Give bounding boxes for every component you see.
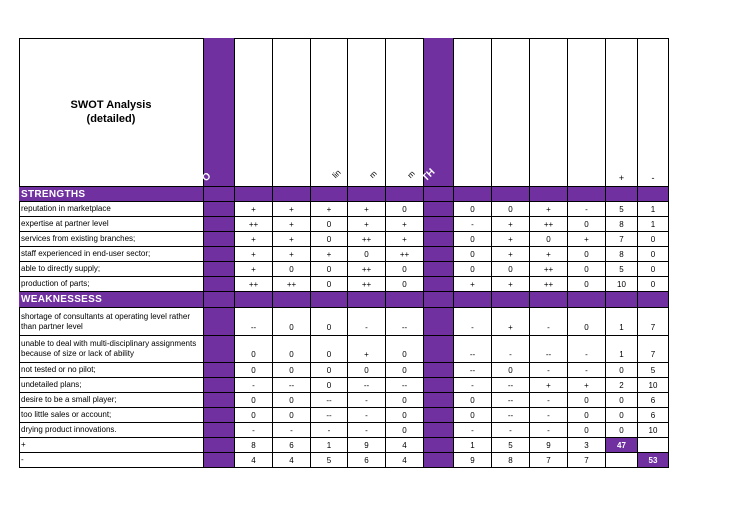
- table-cell: +: [273, 217, 311, 232]
- table-cell: 0: [311, 277, 348, 292]
- table-cell: 0: [454, 408, 492, 423]
- table-cell: 7: [530, 453, 568, 468]
- table-cell: 5: [606, 202, 638, 217]
- table-cell: 0: [311, 308, 348, 336]
- table-cell: 0: [386, 408, 424, 423]
- table-cell: ++: [235, 217, 273, 232]
- row-label: expertise at partner level: [19, 217, 204, 232]
- table-cell: +: [454, 277, 492, 292]
- table-cell: 0: [386, 423, 424, 438]
- separator-column: [424, 378, 454, 393]
- page-title: SWOT Analysis (detailed): [70, 99, 152, 125]
- table-cell: 1: [638, 202, 669, 217]
- table-cell: 0: [492, 363, 530, 378]
- plus-total-row-grand-total: 47: [606, 438, 638, 453]
- table-cell: ++: [530, 277, 568, 292]
- table-cell: --: [454, 336, 492, 363]
- separator-column: [424, 438, 454, 453]
- minus-total-row-label: -: [19, 453, 204, 468]
- table-cell: 0: [492, 262, 530, 277]
- table-cell: 6: [348, 453, 386, 468]
- table-cell: -: [530, 363, 568, 378]
- table-cell: -: [492, 423, 530, 438]
- table-cell: 1: [454, 438, 492, 453]
- table-cell: -: [235, 378, 273, 393]
- table-cell: --: [235, 308, 273, 336]
- grid-line: [529, 292, 530, 308]
- table-cell: -: [348, 408, 386, 423]
- separator-column: [204, 423, 235, 438]
- table-cell: +: [311, 202, 348, 217]
- table-cell: -: [568, 363, 606, 378]
- table-cell: 0: [235, 336, 273, 363]
- table-cell: 0: [386, 393, 424, 408]
- separator-column: [424, 423, 454, 438]
- section-header-0: [19, 187, 669, 202]
- table-cell: 0: [273, 363, 311, 378]
- table-cell: +: [530, 247, 568, 262]
- table-cell: 0: [273, 336, 311, 363]
- table-cell: -: [530, 423, 568, 438]
- table-cell: +: [568, 378, 606, 393]
- table-cell: +: [492, 277, 530, 292]
- table-cell: --: [273, 378, 311, 393]
- grid-line: [310, 187, 311, 202]
- empty-cell: [638, 438, 669, 453]
- separator-column: [424, 262, 454, 277]
- table-cell: -: [530, 408, 568, 423]
- separator-column: [204, 247, 235, 262]
- table-cell: 0: [273, 262, 311, 277]
- separator-column: [424, 232, 454, 247]
- grid-line: [453, 292, 454, 308]
- table-cell: 6: [273, 438, 311, 453]
- table-cell: 0: [530, 232, 568, 247]
- separator-column: [204, 438, 235, 453]
- table-cell: 0: [348, 247, 386, 262]
- table-cell: ++: [235, 277, 273, 292]
- column-header-8: [454, 38, 492, 187]
- row-label: too little sales or account;: [19, 408, 204, 423]
- table-cell: 5: [638, 363, 669, 378]
- section-header-1: [19, 292, 669, 308]
- section-label: WEAKNESSESS: [21, 294, 103, 305]
- table-cell: 0: [568, 393, 606, 408]
- grid-line: [272, 187, 273, 202]
- table-cell: +: [273, 232, 311, 247]
- row-label: undetailed plans;: [19, 378, 204, 393]
- table-cell: -: [454, 423, 492, 438]
- table-cell: +: [492, 232, 530, 247]
- table-cell: 0: [386, 363, 424, 378]
- table-cell: 0: [638, 247, 669, 262]
- column-header-label: -: [651, 173, 655, 183]
- table-cell: 4: [386, 453, 424, 468]
- grid-line: [203, 187, 204, 202]
- table-cell: 0: [568, 262, 606, 277]
- table-cell: 0: [273, 408, 311, 423]
- grid-line: [453, 187, 454, 202]
- grid-line: [637, 187, 638, 202]
- table-cell: 0: [386, 336, 424, 363]
- column-header-13: [638, 38, 669, 187]
- table-cell: --: [348, 378, 386, 393]
- table-cell: 1: [638, 217, 669, 232]
- grid-line: [567, 292, 568, 308]
- table-cell: 0: [386, 262, 424, 277]
- table-cell: --: [386, 308, 424, 336]
- table-cell: -: [454, 217, 492, 232]
- table-cell: +: [235, 262, 273, 277]
- table-cell: --: [492, 408, 530, 423]
- table-cell: 0: [386, 277, 424, 292]
- table-cell: --: [530, 336, 568, 363]
- grid-line: [605, 187, 606, 202]
- table-cell: 0: [606, 363, 638, 378]
- table-cell: +: [348, 217, 386, 232]
- table-cell: 9: [530, 438, 568, 453]
- grid-line: [310, 292, 311, 308]
- table-cell: 5: [492, 438, 530, 453]
- column-header-12: [606, 38, 638, 187]
- table-cell: +: [568, 232, 606, 247]
- table-cell: +: [348, 202, 386, 217]
- column-header-label: TH: [420, 166, 438, 184]
- grid-line: [668, 187, 669, 202]
- grid-line: [234, 187, 235, 202]
- table-cell: 4: [386, 438, 424, 453]
- separator-column: [424, 247, 454, 262]
- separator-column: [424, 308, 454, 336]
- table-cell: -: [568, 202, 606, 217]
- table-cell: 1: [606, 308, 638, 336]
- separator-column: [204, 378, 235, 393]
- table-cell: 0: [492, 202, 530, 217]
- column-header-2: [235, 38, 273, 187]
- table-cell: 0: [273, 308, 311, 336]
- separator-column: [204, 308, 235, 336]
- separator-column: [424, 277, 454, 292]
- table-cell: ++: [530, 262, 568, 277]
- table-cell: -: [235, 423, 273, 438]
- table-cell: 0: [311, 262, 348, 277]
- table-cell: +: [386, 217, 424, 232]
- table-cell: ++: [530, 217, 568, 232]
- separator-column: [424, 363, 454, 378]
- separator-column: [204, 453, 235, 468]
- table-cell: --: [454, 363, 492, 378]
- table-cell: 0: [235, 363, 273, 378]
- table-cell: 0: [454, 247, 492, 262]
- separator-column: [204, 277, 235, 292]
- table-cell: +: [235, 247, 273, 262]
- column-header-5: [348, 38, 386, 187]
- table-cell: 0: [273, 393, 311, 408]
- separator-column: [424, 408, 454, 423]
- table-cell: -: [311, 423, 348, 438]
- table-cell: 4: [235, 453, 273, 468]
- grid-line: [272, 292, 273, 308]
- table-cell: --: [492, 393, 530, 408]
- grid-line: [529, 187, 530, 202]
- table-cell: ++: [348, 232, 386, 247]
- column-header-10: [530, 38, 568, 187]
- table-cell: +: [273, 202, 311, 217]
- table-cell: -: [530, 393, 568, 408]
- table-cell: +: [530, 378, 568, 393]
- grid-line: [423, 292, 424, 308]
- table-cell: 8: [235, 438, 273, 453]
- table-cell: -: [530, 308, 568, 336]
- grid-line: [347, 292, 348, 308]
- table-cell: 7: [568, 453, 606, 468]
- table-cell: +: [235, 202, 273, 217]
- table-cell: ++: [348, 277, 386, 292]
- separator-column: [204, 202, 235, 217]
- row-label: not tested or no pilot;: [19, 363, 204, 378]
- row-label: shortage of consultants at operating level rather than partner level: [19, 308, 204, 336]
- table-cell: 0: [311, 232, 348, 247]
- table-cell: 0: [454, 202, 492, 217]
- grid-line: [637, 292, 638, 308]
- column-header-label: O: [200, 170, 214, 184]
- separator-column: [424, 202, 454, 217]
- table-cell: --: [386, 378, 424, 393]
- row-label: unable to deal with multi-disciplinary assignments because of size or lack of ability: [19, 336, 204, 363]
- table-cell: -: [492, 336, 530, 363]
- table-cell: +: [492, 217, 530, 232]
- table-cell: 0: [568, 308, 606, 336]
- grid-line: [668, 292, 669, 308]
- table-cell: 6: [638, 408, 669, 423]
- swot-title: [19, 38, 204, 187]
- column-header-1: [200, 38, 235, 187]
- grid-line: [423, 187, 424, 202]
- table-cell: 10: [638, 378, 669, 393]
- table-cell: 0: [386, 202, 424, 217]
- column-header-4: [311, 38, 348, 187]
- grid-line: [234, 292, 235, 308]
- separator-column: [204, 393, 235, 408]
- grid-line: [385, 187, 386, 202]
- table-cell: 0: [235, 393, 273, 408]
- separator-column: [204, 363, 235, 378]
- table-cell: +: [235, 232, 273, 247]
- table-cell: ++: [348, 262, 386, 277]
- table-cell: -: [454, 308, 492, 336]
- grid-line: [491, 187, 492, 202]
- column-header-6: [386, 38, 424, 187]
- column-header-label: +: [618, 173, 625, 183]
- table-cell: 0: [638, 232, 669, 247]
- table-cell: -: [568, 336, 606, 363]
- separator-column: [204, 262, 235, 277]
- column-header-9: [492, 38, 530, 187]
- grid-line: [203, 292, 204, 308]
- row-label: services from existing branches;: [19, 232, 204, 247]
- table-cell: +: [492, 308, 530, 336]
- separator-column: [424, 217, 454, 232]
- table-cell: 0: [568, 423, 606, 438]
- table-cell: 0: [606, 423, 638, 438]
- table-cell: +: [273, 247, 311, 262]
- column-header-label: m: [405, 168, 417, 180]
- row-label: production of parts;: [19, 277, 204, 292]
- table-cell: 0: [568, 217, 606, 232]
- row-label: able to directly supply;: [19, 262, 204, 277]
- table-cell: 10: [638, 423, 669, 438]
- row-label: staff experienced in end-user sector;: [19, 247, 204, 262]
- table-cell: 0: [454, 262, 492, 277]
- table-cell: 8: [606, 217, 638, 232]
- table-cell: 7: [638, 308, 669, 336]
- table-cell: 0: [568, 277, 606, 292]
- table-cell: -: [348, 308, 386, 336]
- table-cell: 0: [568, 408, 606, 423]
- table-cell: 0: [311, 217, 348, 232]
- table-cell: 0: [311, 363, 348, 378]
- table-cell: +: [311, 247, 348, 262]
- table-cell: 5: [606, 262, 638, 277]
- separator-column: [204, 408, 235, 423]
- column-header-7: [420, 38, 454, 187]
- table-cell: --: [492, 378, 530, 393]
- grid-line: [385, 292, 386, 308]
- table-cell: 0: [638, 262, 669, 277]
- row-label: drying product innovations.: [19, 423, 204, 438]
- table-cell: 0: [568, 247, 606, 262]
- separator-column: [424, 453, 454, 468]
- minus-total-row-grand-total: 53: [638, 453, 669, 468]
- table-cell: 6: [638, 393, 669, 408]
- table-cell: 0: [454, 232, 492, 247]
- table-cell: 0: [606, 408, 638, 423]
- table-cell: +: [530, 202, 568, 217]
- separator-column: [424, 336, 454, 363]
- column-header-3: [273, 38, 311, 187]
- table-cell: 9: [348, 438, 386, 453]
- row-label: reputation in marketplace: [19, 202, 204, 217]
- table-cell: 2: [606, 378, 638, 393]
- table-cell: --: [311, 393, 348, 408]
- table-cell: 8: [492, 453, 530, 468]
- table-cell: -: [348, 393, 386, 408]
- grid-line: [605, 292, 606, 308]
- plus-total-row-label: +: [19, 438, 204, 453]
- table-cell: 8: [606, 247, 638, 262]
- table-cell: -: [348, 423, 386, 438]
- grid-line: [491, 292, 492, 308]
- table-cell: 7: [638, 336, 669, 363]
- table-cell: 1: [311, 438, 348, 453]
- column-header-label: lin: [330, 167, 343, 180]
- table-cell: ++: [273, 277, 311, 292]
- table-cell: 4: [273, 453, 311, 468]
- table-cell: 9: [454, 453, 492, 468]
- grid-line: [347, 187, 348, 202]
- table-cell: 0: [638, 277, 669, 292]
- table-cell: 10: [606, 277, 638, 292]
- separator-column: [204, 232, 235, 247]
- row-label: desire to be a small player;: [19, 393, 204, 408]
- empty-cell: [606, 453, 638, 468]
- table-cell: 7: [606, 232, 638, 247]
- column-header-label: m: [367, 168, 379, 180]
- table-cell: --: [311, 408, 348, 423]
- table-cell: -: [454, 378, 492, 393]
- table-cell: +: [386, 232, 424, 247]
- section-label: STRENGTHS: [21, 189, 86, 200]
- table-cell: ++: [386, 247, 424, 262]
- table-cell: +: [348, 336, 386, 363]
- table-cell: 0: [235, 408, 273, 423]
- grid-line: [567, 187, 568, 202]
- table-cell: 0: [454, 393, 492, 408]
- table-cell: 3: [568, 438, 606, 453]
- table-cell: 0: [606, 393, 638, 408]
- table-cell: 1: [606, 336, 638, 363]
- table-cell: +: [492, 247, 530, 262]
- separator-column: [424, 393, 454, 408]
- table-cell: 0: [311, 378, 348, 393]
- column-header-11: [568, 38, 606, 187]
- separator-column: [204, 336, 235, 363]
- table-cell: 0: [311, 336, 348, 363]
- table-cell: 0: [348, 363, 386, 378]
- table-cell: -: [273, 423, 311, 438]
- separator-column: [204, 217, 235, 232]
- table-cell: 5: [311, 453, 348, 468]
